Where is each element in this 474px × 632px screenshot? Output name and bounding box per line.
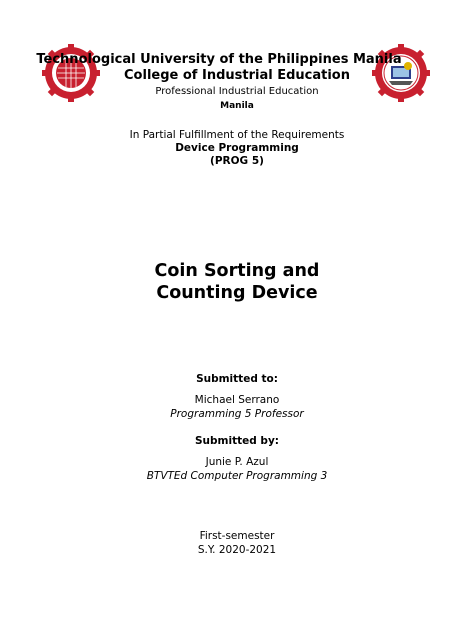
school-year: S.Y. 2020-2021 [197,544,277,556]
institution-header [0,52,474,113]
submitted-to-details [0,393,474,421]
submitted-by-details [0,455,474,483]
city-name: Manila [220,101,254,111]
professor-name: Michael Serrano [194,394,280,406]
semester: First-semester [199,530,275,542]
title-line-2: Counting Device [156,283,318,303]
term-section [0,529,474,557]
fulfillment-section [0,128,474,168]
professor-role: Programming 5 Professor [170,408,304,420]
subject-code: (PROG 5) [210,155,264,167]
student-name: Junie P. Azul [205,456,269,468]
student-program: BTVTEd Computer Programming 3 [146,470,328,482]
subject-name: Device Programming [175,142,299,154]
document-title [0,260,474,304]
submitted-by-label: Submitted by: [195,435,279,447]
submitted-to-label: Submitted to: [196,373,278,385]
department-name: Professional Industrial Education [155,86,319,97]
university-name: Technological University of the Philippines Manila [36,52,402,67]
college-name: College of Industrial Education [124,68,350,83]
title-line-1: Coin Sorting and [154,261,320,281]
submitted-to-section [0,372,474,386]
fulfillment-intro: In Partial Fulfillment of the Requirements [129,129,345,141]
submitted-by-section [0,434,474,448]
